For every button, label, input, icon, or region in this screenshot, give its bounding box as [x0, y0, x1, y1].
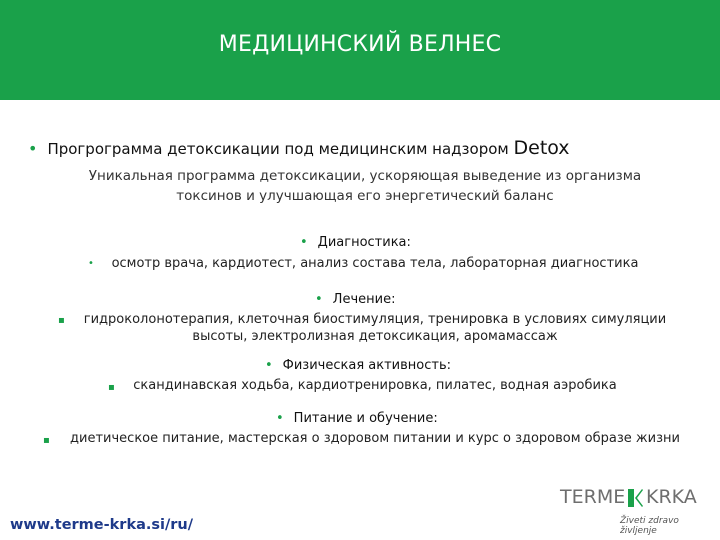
section-title-activity — [265, 358, 451, 373]
section-title-text: Физическая активность: — [282, 358, 451, 373]
program-heading — [28, 137, 708, 159]
logo-mark-icon — [626, 487, 644, 509]
bullet-icon: ▪ — [58, 315, 65, 326]
section-title-diagnostics — [300, 235, 411, 250]
section-title-treatment — [315, 292, 395, 307]
intro-line: Уникальная программа детоксикации, ускоряющая выведение из организма — [88, 168, 642, 184]
section-line: высоты, электролизная детоксикация, аромамассаж — [192, 329, 558, 344]
program-intro — [50, 166, 680, 206]
section-title-text: Лечение: — [332, 292, 396, 307]
section-line: скандинавская ходьба, кардиотренировка, пилатес, водная аэробика — [133, 378, 617, 393]
logo-text-right: KRKA — [646, 486, 697, 508]
logo-text-left: TERME — [560, 486, 626, 508]
section-line: гидроколонотерапия, клеточная биостимуляция, тренировка в условиях симуляции — [83, 312, 667, 327]
section-text-diagnostics — [100, 255, 650, 272]
bullet-icon: • — [28, 139, 38, 158]
logo-slogan: Živeti zdravo življenje — [620, 516, 679, 536]
section-text-treatment — [70, 311, 680, 345]
bullet-icon: ▪ — [108, 382, 115, 393]
bullet-icon: • — [315, 292, 323, 307]
program-heading-text: Прогрограмма детоксикации под медицинским надзором — [47, 140, 509, 158]
section-line: осмотр врача, кардиотест, анализ состава тела, лабораторная диагностика — [111, 256, 639, 271]
website-link[interactable]: www.terme-krka.si/ru/ — [10, 517, 194, 533]
section-text-activity — [120, 377, 630, 394]
page-title: МЕДИЦИНСКИЙ ВЕЛНЕС — [218, 32, 502, 57]
section-title-text: Питание и обучение: — [293, 411, 438, 426]
bullet-icon: • — [276, 411, 284, 426]
intro-line: токсинов и улучшающая его энергетический баланс — [176, 188, 554, 204]
section-line: диетическое питание, мастерская о здоровом питании и курс о здоровом образе жизни — [70, 431, 680, 446]
bullet-icon: ▪ — [43, 435, 50, 446]
section-title-text: Диагностика: — [317, 235, 411, 250]
bullet-icon: • — [265, 358, 273, 373]
terme-krka-logo — [560, 486, 710, 536]
section-title-nutrition — [276, 411, 438, 426]
bullet-icon: • — [300, 235, 308, 250]
program-brand: Detox — [513, 137, 570, 159]
bullet-icon: • — [88, 258, 94, 269]
section-text-nutrition — [55, 430, 695, 447]
